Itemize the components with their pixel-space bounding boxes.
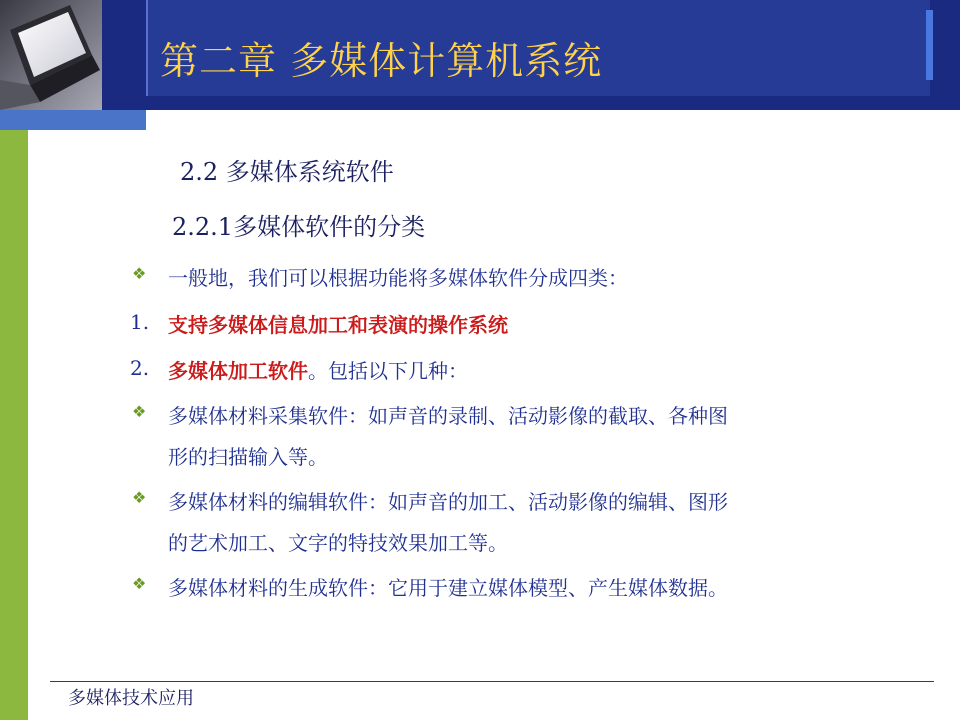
diamond-star-bullet-icon: ❖	[132, 402, 147, 421]
list-number-1: 1.	[130, 310, 150, 334]
diamond-star-bullet-icon: ❖	[132, 574, 147, 593]
bullet-3-line-1: 多媒体材料的生成软件：它用于建立媒体模型、产生媒体数据。	[168, 576, 728, 600]
monitor-icon	[0, 0, 102, 110]
list-item-2-rest: 。包括以下几种：	[308, 359, 468, 383]
footer-text: 多媒体技术应用	[68, 688, 194, 709]
left-green-bar	[0, 130, 28, 720]
list-item-2	[168, 355, 468, 384]
intro-text: 一般地，我们可以根据功能将多媒体软件分成四类：	[168, 266, 628, 290]
monitor-thumbnail	[0, 0, 102, 110]
header-accent-bar	[926, 10, 933, 80]
list-item-2-highlight: 多媒体加工软件	[168, 359, 308, 383]
slide-title: 第二章 多媒体计算机系统	[160, 39, 603, 83]
bullet-1-line-2: 形的扫描输入等。	[168, 445, 328, 469]
footer-divider	[50, 681, 934, 682]
diamond-star-bullet-icon: ❖	[132, 264, 147, 283]
bullet-1-line-1: 多媒体材料采集软件：如声音的录制、活动影像的截取、各种图	[168, 404, 728, 428]
title-box	[146, 0, 930, 96]
corner-accent-bar	[0, 110, 146, 130]
list-number-2: 2.	[130, 356, 150, 380]
bullet-2-line-1: 多媒体材料的编辑软件：如声音的加工、活动影像的编辑、图形	[168, 490, 728, 514]
subsection-heading: 2.2.1多媒体软件的分类	[172, 213, 426, 241]
list-item-1-text: 支持多媒体信息加工和表演的操作系统	[168, 313, 508, 337]
bullet-2-line-2: 的艺术加工、文字的特技效果加工等。	[168, 531, 508, 555]
diamond-star-bullet-icon: ❖	[132, 488, 147, 507]
section-heading: 2.2 多媒体系统软件	[180, 158, 394, 186]
